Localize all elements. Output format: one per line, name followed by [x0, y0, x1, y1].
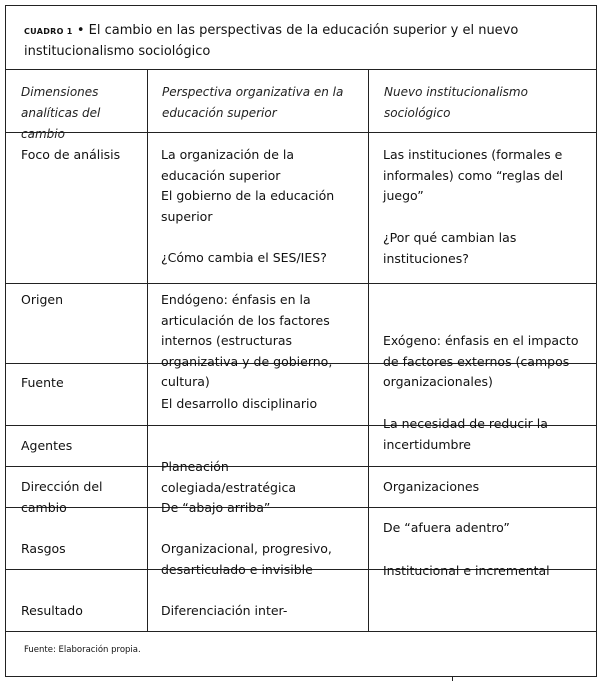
column-divider-2	[368, 69, 369, 631]
inst-foco-question: ¿Por qué cambian las instituciones?	[383, 230, 517, 266]
header-institutionalism: Nuevo institucionalismo sociológico	[384, 85, 528, 120]
frame-tick-mark	[452, 676, 453, 681]
column-divider-1	[147, 69, 148, 631]
dimension-origen: Origen	[21, 292, 63, 307]
org-foco-question: ¿Cómo cambia el SES/IES?	[161, 250, 327, 265]
org-agentes: Planeación colegiada/estratégica	[161, 459, 296, 495]
table-caption	[24, 21, 584, 62]
org-foco-line1: La organización de la educación superior	[161, 147, 294, 183]
caption-label: CUADRO 1	[24, 27, 73, 36]
header-top-rule	[5, 69, 597, 70]
dimension-resultado: Resultado	[21, 603, 83, 618]
inst-direccion: De “afuera adentro”	[383, 520, 510, 535]
org-fuente: El desarrollo disciplinario	[161, 396, 318, 411]
caption-bullet: •	[76, 23, 85, 38]
row-rule-foco	[5, 283, 597, 284]
dimension-rasgos: Rasgos	[21, 541, 66, 556]
dimension-agentes: Agentes	[21, 438, 73, 453]
dimension-direccion: Dirección del cambio	[21, 479, 103, 515]
inst-agentes: Organizaciones	[383, 479, 480, 494]
dimension-foco: Foco de análisis	[21, 147, 121, 162]
header-dimensions: Dimensiones analíticas del cambio	[21, 85, 101, 141]
source-note: Fuente: Elaboración propia.	[24, 645, 141, 655]
caption-title: El cambio en las perspectivas de la educación superior y el nuevo institucionalismo sociológico	[24, 23, 519, 59]
org-direccion: De “abajo arriba”	[161, 500, 271, 515]
header-organizational: Perspectiva organizativa en la educación superior	[162, 85, 344, 120]
inst-fuente: La necesidad de reducir la incertidumbre	[383, 416, 548, 452]
table-bottom-rule	[5, 631, 597, 632]
inst-origen: Exógeno: énfasis en el impacto de factores externos (campos organizacionales)	[383, 333, 579, 389]
dimension-fuente: Fuente	[21, 375, 64, 390]
org-rasgos: Organizacional, progresivo, desarticulado e invisible	[161, 541, 332, 577]
org-origen: Endógeno: énfasis en la articulación de los factores internos (estructuras organizativa y de gobierno, cultura)	[161, 292, 333, 389]
org-resultado: Diferenciación inter-	[161, 603, 288, 618]
inst-foco-line1: Las instituciones (formales e informales) como “reglas del juego”	[383, 147, 564, 203]
org-foco-line2: El gobierno de la educación superior	[161, 188, 335, 224]
inst-rasgos: Institucional e incremental	[383, 563, 550, 578]
